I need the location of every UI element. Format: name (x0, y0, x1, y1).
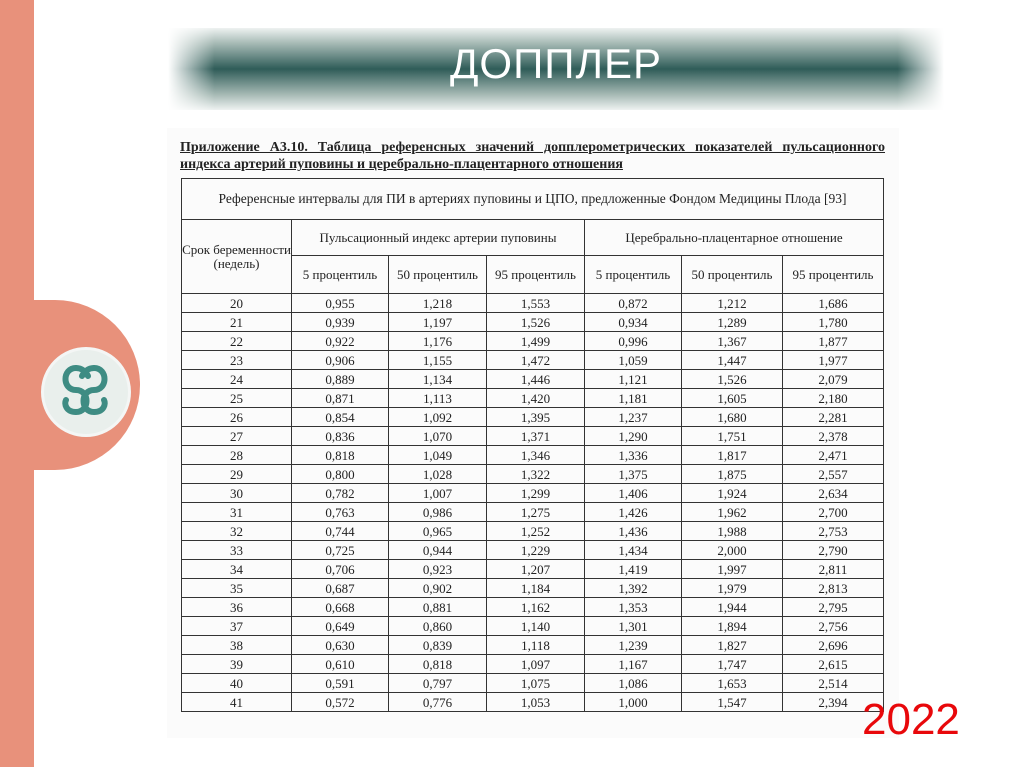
value-cell: 1,167 (585, 655, 682, 674)
value-cell: 1,977 (783, 351, 884, 370)
value-cell: 0,763 (292, 503, 389, 522)
slide-title: ДОППЛЕР (449, 40, 663, 87)
percentile-header: 50 процентиль (389, 256, 487, 294)
value-cell: 0,591 (292, 674, 389, 693)
value-cell: 1,894 (682, 617, 783, 636)
gestation-week-cell: 33 (182, 541, 292, 560)
table-row (182, 294, 884, 313)
value-cell: 1,000 (585, 693, 682, 712)
value-cell: 1,827 (682, 636, 783, 655)
value-cell: 1,075 (487, 674, 585, 693)
value-cell: 1,092 (389, 408, 487, 427)
reference-header: Референсные интервалы для ПИ в артериях пуповины и ЦПО, предложенные Фондом Медицины Плода [93] (182, 179, 884, 220)
value-cell: 0,572 (292, 693, 389, 712)
gestation-week-cell: 20 (182, 294, 292, 313)
gestation-week-cell: 39 (182, 655, 292, 674)
value-cell: 1,086 (585, 674, 682, 693)
gestation-week-cell: 34 (182, 560, 292, 579)
table-body (182, 294, 884, 712)
value-cell: 0,986 (389, 503, 487, 522)
value-cell: 1,070 (389, 427, 487, 446)
value-cell: 2,756 (783, 617, 884, 636)
value-cell: 1,301 (585, 617, 682, 636)
value-cell: 1,526 (487, 313, 585, 332)
value-cell: 1,605 (682, 389, 783, 408)
value-cell: 0,687 (292, 579, 389, 598)
value-cell: 1,375 (585, 465, 682, 484)
table-row (182, 541, 884, 560)
year-label: 2022 (862, 695, 960, 744)
value-cell: 1,547 (682, 693, 783, 712)
percentile-header: 95 процентиль (487, 256, 585, 294)
value-cell: 1,207 (487, 560, 585, 579)
value-cell: 0,955 (292, 294, 389, 313)
value-cell: 0,854 (292, 408, 389, 427)
table-row (182, 351, 884, 370)
value-cell: 0,797 (389, 674, 487, 693)
value-cell: 1,176 (389, 332, 487, 351)
gestation-week-cell: 23 (182, 351, 292, 370)
value-cell: 1,392 (585, 579, 682, 598)
gestation-week-cell: 26 (182, 408, 292, 427)
value-cell: 1,434 (585, 541, 682, 560)
table-row (182, 503, 884, 522)
value-cell: 1,988 (682, 522, 783, 541)
gestation-week-cell: 40 (182, 674, 292, 693)
value-cell: 0,996 (585, 332, 682, 351)
gestation-week-cell: 31 (182, 503, 292, 522)
value-cell: 2,790 (783, 541, 884, 560)
value-cell: 1,751 (682, 427, 783, 446)
value-cell: 0,939 (292, 313, 389, 332)
reference-table (181, 178, 884, 712)
value-cell: 1,252 (487, 522, 585, 541)
value-cell: 1,877 (783, 332, 884, 351)
value-cell: 1,028 (389, 465, 487, 484)
value-cell: 1,181 (585, 389, 682, 408)
table-row (182, 598, 884, 617)
gestation-week-cell: 24 (182, 370, 292, 389)
value-cell: 2,514 (783, 674, 884, 693)
interlocking-rings-logo-icon (41, 347, 131, 437)
gestation-week-cell: 36 (182, 598, 292, 617)
value-cell: 1,134 (389, 370, 487, 389)
value-cell: 0,668 (292, 598, 389, 617)
gestation-week-cell: 22 (182, 332, 292, 351)
value-cell: 1,817 (682, 446, 783, 465)
value-cell: 2,378 (783, 427, 884, 446)
value-cell: 1,979 (682, 579, 783, 598)
value-cell: 1,553 (487, 294, 585, 313)
value-cell: 0,839 (389, 636, 487, 655)
value-cell: 1,686 (783, 294, 884, 313)
value-cell: 0,610 (292, 655, 389, 674)
gestation-week-cell: 32 (182, 522, 292, 541)
value-cell: 1,395 (487, 408, 585, 427)
table-row (182, 636, 884, 655)
value-cell: 1,059 (585, 351, 682, 370)
table-row (182, 484, 884, 503)
value-cell: 2,700 (783, 503, 884, 522)
value-cell: 1,962 (682, 503, 783, 522)
table-row (182, 408, 884, 427)
value-cell: 1,997 (682, 560, 783, 579)
value-cell: 2,281 (783, 408, 884, 427)
value-cell: 1,406 (585, 484, 682, 503)
value-cell: 1,747 (682, 655, 783, 674)
value-cell: 2,696 (783, 636, 884, 655)
value-cell: 0,800 (292, 465, 389, 484)
value-cell: 0,818 (389, 655, 487, 674)
percentile-header: 5 процентиль (292, 256, 389, 294)
pi-group-header: Пульсационный индекс артерии пуповины (292, 220, 585, 256)
gestation-week-cell: 25 (182, 389, 292, 408)
value-cell: 1,162 (487, 598, 585, 617)
value-cell: 0,906 (292, 351, 389, 370)
value-cell: 0,965 (389, 522, 487, 541)
value-cell: 1,426 (585, 503, 682, 522)
value-cell: 0,706 (292, 560, 389, 579)
value-cell: 0,744 (292, 522, 389, 541)
value-cell: 1,436 (585, 522, 682, 541)
value-cell: 0,836 (292, 427, 389, 446)
gestation-week-cell: 30 (182, 484, 292, 503)
value-cell: 1,113 (389, 389, 487, 408)
value-cell: 0,889 (292, 370, 389, 389)
value-cell: 0,922 (292, 332, 389, 351)
value-cell: 1,184 (487, 579, 585, 598)
value-cell: 0,934 (585, 313, 682, 332)
value-cell: 1,680 (682, 408, 783, 427)
value-cell: 0,776 (389, 693, 487, 712)
value-cell: 1,499 (487, 332, 585, 351)
value-cell: 0,944 (389, 541, 487, 560)
value-cell: 1,118 (487, 636, 585, 655)
value-cell: 1,419 (585, 560, 682, 579)
value-cell: 0,860 (389, 617, 487, 636)
percentile-header: 50 процентиль (682, 256, 783, 294)
value-cell: 1,237 (585, 408, 682, 427)
value-cell: 0,725 (292, 541, 389, 560)
value-cell: 2,795 (783, 598, 884, 617)
value-cell: 1,097 (487, 655, 585, 674)
value-cell: 0,923 (389, 560, 487, 579)
table-row (182, 313, 884, 332)
percentile-header: 95 процентиль (783, 256, 884, 294)
gestation-week-cell: 28 (182, 446, 292, 465)
value-cell: 1,218 (389, 294, 487, 313)
value-cell: 1,007 (389, 484, 487, 503)
table-row (182, 389, 884, 408)
value-cell: 1,367 (682, 332, 783, 351)
value-cell: 0,881 (389, 598, 487, 617)
value-cell: 1,875 (682, 465, 783, 484)
value-cell: 1,924 (682, 484, 783, 503)
value-cell: 1,353 (585, 598, 682, 617)
value-cell: 0,871 (292, 389, 389, 408)
value-cell: 2,557 (783, 465, 884, 484)
value-cell: 1,155 (389, 351, 487, 370)
percentile-header: 5 процентиль (585, 256, 682, 294)
value-cell: 0,818 (292, 446, 389, 465)
gestation-week-cell: 38 (182, 636, 292, 655)
value-cell: 0,630 (292, 636, 389, 655)
value-cell: 1,446 (487, 370, 585, 389)
gestation-week-cell: 41 (182, 693, 292, 712)
gestation-week-cell: 35 (182, 579, 292, 598)
value-cell: 1,472 (487, 351, 585, 370)
table-row (182, 465, 884, 484)
value-cell: 0,902 (389, 579, 487, 598)
table-row (182, 446, 884, 465)
table-row (182, 427, 884, 446)
value-cell: 1,289 (682, 313, 783, 332)
value-cell: 1,780 (783, 313, 884, 332)
table-row (182, 674, 884, 693)
value-cell: 2,811 (783, 560, 884, 579)
table-row (182, 522, 884, 541)
value-cell: 2,634 (783, 484, 884, 503)
value-cell: 2,079 (783, 370, 884, 389)
value-cell: 1,197 (389, 313, 487, 332)
table-row (182, 579, 884, 598)
value-cell: 1,053 (487, 693, 585, 712)
value-cell: 1,371 (487, 427, 585, 446)
table-row (182, 370, 884, 389)
value-cell: 1,229 (487, 541, 585, 560)
value-cell: 2,615 (783, 655, 884, 674)
value-cell: 0,649 (292, 617, 389, 636)
value-cell: 0,782 (292, 484, 389, 503)
gestation-week-cell: 37 (182, 617, 292, 636)
value-cell: 1,239 (585, 636, 682, 655)
value-cell: 1,420 (487, 389, 585, 408)
value-cell: 1,526 (682, 370, 783, 389)
value-cell: 1,346 (487, 446, 585, 465)
value-cell: 1,049 (389, 446, 487, 465)
value-cell: 1,275 (487, 503, 585, 522)
value-cell: 1,212 (682, 294, 783, 313)
table-caption: Приложение А3.10. Таблица референсных значений допплерометрических показателей пульсационного индекса артерий пуповины и церебрально-плацентарного отношения (180, 140, 885, 172)
value-cell: 2,394 (783, 693, 884, 712)
gestation-week-cell: 29 (182, 465, 292, 484)
value-cell: 1,140 (487, 617, 585, 636)
table-row (182, 617, 884, 636)
value-cell: 1,299 (487, 484, 585, 503)
value-cell: 0,872 (585, 294, 682, 313)
gestation-week-cell: 21 (182, 313, 292, 332)
table-row (182, 693, 884, 712)
value-cell: 2,471 (783, 446, 884, 465)
value-cell: 2,813 (783, 579, 884, 598)
value-cell: 1,290 (585, 427, 682, 446)
gestation-week-cell: 27 (182, 427, 292, 446)
value-cell: 1,447 (682, 351, 783, 370)
value-cell: 2,000 (682, 541, 783, 560)
value-cell: 1,336 (585, 446, 682, 465)
value-cell: 1,322 (487, 465, 585, 484)
table-row (182, 655, 884, 674)
value-cell: 1,121 (585, 370, 682, 389)
value-cell: 1,944 (682, 598, 783, 617)
value-cell: 1,653 (682, 674, 783, 693)
value-cell: 2,180 (783, 389, 884, 408)
gestation-column-header: Срок беременности (недель) (182, 220, 292, 294)
table-row (182, 560, 884, 579)
value-cell: 2,753 (783, 522, 884, 541)
cpr-group-header: Церебрально-плацентарное отношение (585, 220, 884, 256)
table-row (182, 332, 884, 351)
